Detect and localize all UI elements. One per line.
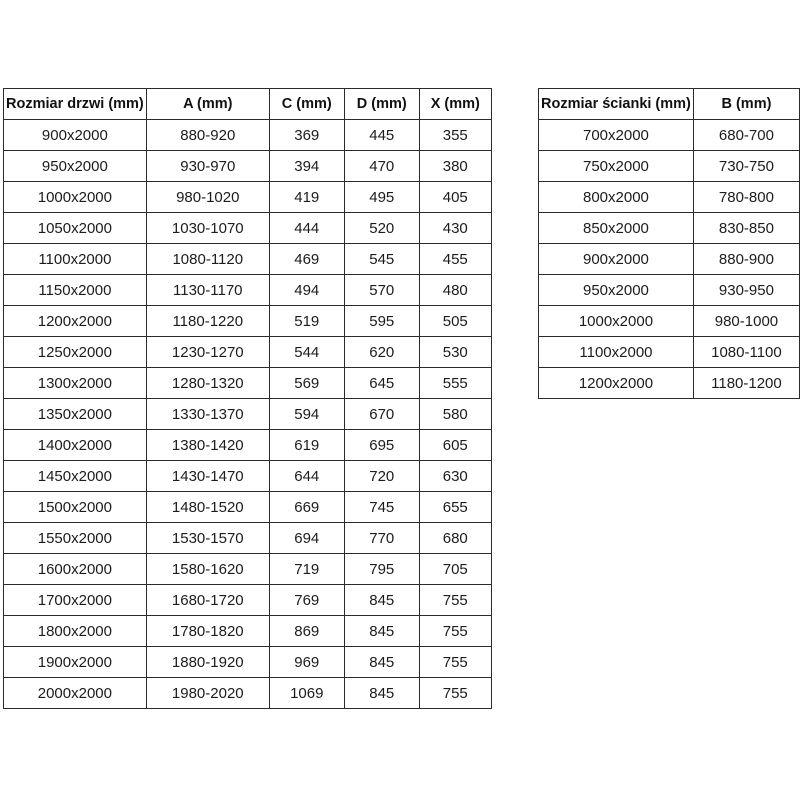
- table-cell: 669: [269, 492, 344, 523]
- column-header: Rozmiar ścianki (mm): [539, 89, 694, 120]
- column-header: X (mm): [419, 89, 491, 120]
- table-cell: 755: [419, 585, 491, 616]
- column-header: B (mm): [693, 89, 799, 120]
- table-cell: 880-900: [693, 244, 799, 275]
- table-cell: 1450x2000: [4, 461, 147, 492]
- table-cell: 1980-2020: [146, 678, 269, 709]
- table-cell: 369: [269, 120, 344, 151]
- table-row: [4, 213, 492, 244]
- table-row: [539, 275, 800, 306]
- table-cell: 445: [344, 120, 419, 151]
- table-cell: 495: [344, 182, 419, 213]
- table-cell: 1380-1420: [146, 430, 269, 461]
- table-cell: 405: [419, 182, 491, 213]
- table-cell: 545: [344, 244, 419, 275]
- table-cell: 555: [419, 368, 491, 399]
- table-cell: 1780-1820: [146, 616, 269, 647]
- table-cell: 850x2000: [539, 213, 694, 244]
- table-cell: 1200x2000: [4, 306, 147, 337]
- table-cell: 770: [344, 523, 419, 554]
- table-cell: 619: [269, 430, 344, 461]
- table-cell: 845: [344, 585, 419, 616]
- table-row: [4, 306, 492, 337]
- table-row: [4, 430, 492, 461]
- table-cell: 795: [344, 554, 419, 585]
- table-cell: 1000x2000: [539, 306, 694, 337]
- table-row: [539, 151, 800, 182]
- door-size-table-grid: [3, 88, 492, 709]
- table-cell: 950x2000: [539, 275, 694, 306]
- table-cell: 519: [269, 306, 344, 337]
- table-cell: 780-800: [693, 182, 799, 213]
- table-cell: 394: [269, 151, 344, 182]
- table-cell: 2000x2000: [4, 678, 147, 709]
- table-cell: 1100x2000: [4, 244, 147, 275]
- table-cell: 769: [269, 585, 344, 616]
- table-cell: 530: [419, 337, 491, 368]
- table-row: [4, 368, 492, 399]
- table-cell: 480: [419, 275, 491, 306]
- door-size-table: [3, 88, 492, 709]
- table-cell: 1350x2000: [4, 399, 147, 430]
- table-cell: 1550x2000: [4, 523, 147, 554]
- table-cell: 1000x2000: [4, 182, 147, 213]
- table-cell: 444: [269, 213, 344, 244]
- table-cell: 505: [419, 306, 491, 337]
- table-cell: 670: [344, 399, 419, 430]
- column-header: A (mm): [146, 89, 269, 120]
- table-cell: 930-950: [693, 275, 799, 306]
- table-cell: 570: [344, 275, 419, 306]
- table-cell: 520: [344, 213, 419, 244]
- table-cell: 1200x2000: [539, 368, 694, 399]
- table-row: [4, 120, 492, 151]
- column-header: Rozmiar drzwi (mm): [4, 89, 147, 120]
- table-cell: 750x2000: [539, 151, 694, 182]
- wall-size-table: [538, 88, 800, 399]
- table-cell: 1580-1620: [146, 554, 269, 585]
- table-cell: 1500x2000: [4, 492, 147, 523]
- table-cell: 1330-1370: [146, 399, 269, 430]
- table-cell: 1050x2000: [4, 213, 147, 244]
- table-row: [539, 213, 800, 244]
- table-cell: 1800x2000: [4, 616, 147, 647]
- table-cell: 1480-1520: [146, 492, 269, 523]
- table-cell: 730-750: [693, 151, 799, 182]
- table-cell: 644: [269, 461, 344, 492]
- table-cell: 980-1020: [146, 182, 269, 213]
- table-cell: 1100x2000: [539, 337, 694, 368]
- table-cell: 1680-1720: [146, 585, 269, 616]
- table-cell: 845: [344, 647, 419, 678]
- wall-size-table-grid: [538, 88, 800, 399]
- table-cell: 1180-1200: [693, 368, 799, 399]
- table-cell: 755: [419, 647, 491, 678]
- table-cell: 845: [344, 678, 419, 709]
- table-cell: 1130-1170: [146, 275, 269, 306]
- table-cell: 1080-1100: [693, 337, 799, 368]
- table-cell: 930-970: [146, 151, 269, 182]
- table-row: [4, 492, 492, 523]
- table-cell: 680-700: [693, 120, 799, 151]
- table-row: [4, 151, 492, 182]
- table-row: [4, 244, 492, 275]
- table-row: [4, 399, 492, 430]
- table-cell: 569: [269, 368, 344, 399]
- table-cell: 645: [344, 368, 419, 399]
- table-cell: 694: [269, 523, 344, 554]
- table-cell: 800x2000: [539, 182, 694, 213]
- table-cell: 755: [419, 616, 491, 647]
- table-cell: 595: [344, 306, 419, 337]
- table-row: [4, 275, 492, 306]
- table-cell: 755: [419, 678, 491, 709]
- table-cell: 719: [269, 554, 344, 585]
- table-cell: 1300x2000: [4, 368, 147, 399]
- table-cell: 1700x2000: [4, 585, 147, 616]
- table-row: [539, 182, 800, 213]
- table-cell: 695: [344, 430, 419, 461]
- table-cell: 455: [419, 244, 491, 275]
- table-cell: 900x2000: [4, 120, 147, 151]
- table-cell: 620: [344, 337, 419, 368]
- table-cell: 1230-1270: [146, 337, 269, 368]
- table-cell: 1880-1920: [146, 647, 269, 678]
- table-cell: 544: [269, 337, 344, 368]
- column-header: D (mm): [344, 89, 419, 120]
- table-cell: 594: [269, 399, 344, 430]
- table-cell: 1250x2000: [4, 337, 147, 368]
- table-cell: 1150x2000: [4, 275, 147, 306]
- table-row: [539, 120, 800, 151]
- table-cell: 1600x2000: [4, 554, 147, 585]
- table-cell: 469: [269, 244, 344, 275]
- table-cell: 1080-1120: [146, 244, 269, 275]
- table-cell: 1900x2000: [4, 647, 147, 678]
- table-cell: 680: [419, 523, 491, 554]
- table-cell: 1069: [269, 678, 344, 709]
- table-row: [4, 182, 492, 213]
- table-cell: 1280-1320: [146, 368, 269, 399]
- table-cell: 830-850: [693, 213, 799, 244]
- table-cell: 745: [344, 492, 419, 523]
- table-cell: 430: [419, 213, 491, 244]
- table-row: [539, 368, 800, 399]
- table-cell: 355: [419, 120, 491, 151]
- table-cell: 630: [419, 461, 491, 492]
- table-cell: 1400x2000: [4, 430, 147, 461]
- table-cell: 1430-1470: [146, 461, 269, 492]
- table-cell: 470: [344, 151, 419, 182]
- table-cell: 720: [344, 461, 419, 492]
- table-row: [4, 585, 492, 616]
- table-cell: 705: [419, 554, 491, 585]
- table-cell: 1030-1070: [146, 213, 269, 244]
- table-row: [4, 337, 492, 368]
- table-cell: 580: [419, 399, 491, 430]
- table-row: [4, 647, 492, 678]
- header-row: [4, 89, 492, 120]
- table-row: [4, 554, 492, 585]
- table-cell: 880-920: [146, 120, 269, 151]
- table-row: [4, 523, 492, 554]
- table-cell: 845: [344, 616, 419, 647]
- table-cell: 1180-1220: [146, 306, 269, 337]
- table-cell: 950x2000: [4, 151, 147, 182]
- table-row: [539, 244, 800, 275]
- table-cell: 380: [419, 151, 491, 182]
- table-cell: 1530-1570: [146, 523, 269, 554]
- table-cell: 869: [269, 616, 344, 647]
- column-header: C (mm): [269, 89, 344, 120]
- header-row: [539, 89, 800, 120]
- table-cell: 419: [269, 182, 344, 213]
- table-row: [539, 337, 800, 368]
- table-cell: 605: [419, 430, 491, 461]
- table-cell: 969: [269, 647, 344, 678]
- table-row: [4, 461, 492, 492]
- table-cell: 980-1000: [693, 306, 799, 337]
- table-row: [4, 616, 492, 647]
- table-cell: 494: [269, 275, 344, 306]
- table-cell: 900x2000: [539, 244, 694, 275]
- table-row: [4, 678, 492, 709]
- table-cell: 700x2000: [539, 120, 694, 151]
- table-cell: 655: [419, 492, 491, 523]
- table-row: [539, 306, 800, 337]
